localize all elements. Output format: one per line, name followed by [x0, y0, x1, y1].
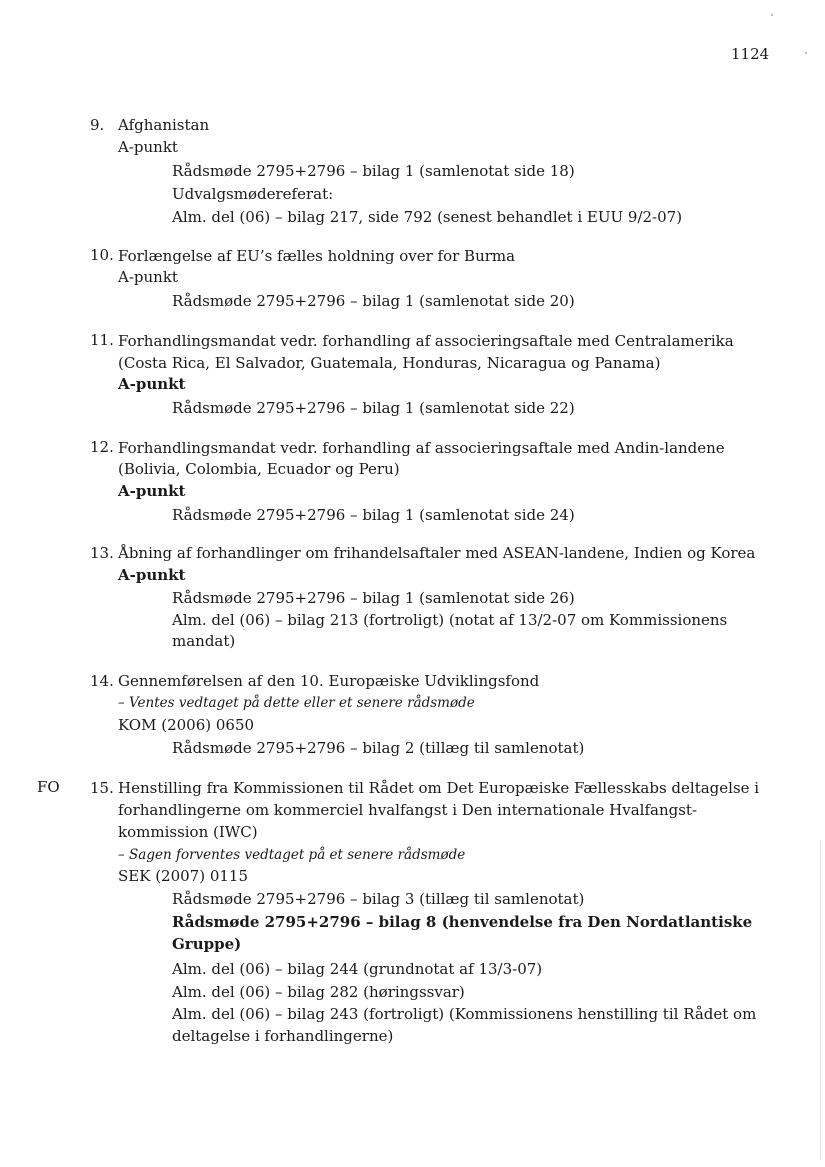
- item-number: 15.: [90, 779, 114, 797]
- item-number: 13.: [90, 544, 114, 562]
- item-line-status: – Sagen forventes vedtaget på et senere rådsmøde: [118, 847, 466, 863]
- item-line-a-punkt: A-punkt: [118, 375, 186, 393]
- item-line: Rådsmøde 2795+2796 – bilag 3 (tillæg til samlenotat): [172, 890, 585, 908]
- item-line: Alm. del (06) – bilag 282 (høringssvar): [172, 983, 465, 1001]
- item-number: 9.: [90, 116, 105, 134]
- margin-label: FO: [37, 778, 60, 796]
- item-line-bold: Rådsmøde 2795+2796 – bilag 8 (henvendelse fra Den Nordatlantiske: [172, 913, 753, 931]
- item-number: 10.: [90, 246, 114, 264]
- item-line: Alm. del (06) – bilag 217, side 792 (senest behandlet i EUU 9/2-07): [172, 208, 683, 226]
- item-line: (Costa Rica, El Salvador, Guatemala, Honduras, Nicaragua og Panama): [118, 354, 661, 372]
- item-line: kommission (IWC): [118, 823, 258, 841]
- scan-speck: [805, 52, 807, 54]
- item-number: 11.: [90, 331, 114, 349]
- item-line: Alm. del (06) – bilag 244 (grundnotat af 13/3-07): [172, 960, 543, 978]
- item-line-status: – Ventes vedtaget på dette eller et senere rådsmøde: [118, 695, 475, 711]
- item-line: mandat): [172, 632, 236, 650]
- item-title: Forlængelse af EU’s fælles holdning over for Burma: [118, 247, 516, 265]
- item-line: KOM (2006) 0650: [118, 716, 255, 734]
- item-line: Alm. del (06) – bilag 213 (fortroligt) (notat af 13/2-07 om Kommissionens: [172, 611, 728, 629]
- item-line: A-punkt: [118, 138, 178, 156]
- item-line: Rådsmøde 2795+2796 – bilag 1 (samlenotat side 24): [172, 506, 575, 524]
- item-title: Forhandlingsmandat vedr. forhandling af associeringsaftale med Andin-landene: [118, 439, 725, 457]
- item-title: Gennemførelsen af den 10. Europæiske Udviklingsfond: [118, 672, 540, 690]
- item-title: Åbning af forhandlinger om frihandelsaftaler med ASEAN-landene, Indien og Korea: [118, 544, 756, 562]
- item-title: Forhandlingsmandat vedr. forhandling af associeringsaftale med Centralamerika: [118, 332, 734, 350]
- item-line: SEK (2007) 0115: [118, 867, 249, 885]
- item-line-a-punkt: A-punkt: [118, 566, 186, 584]
- page-number: 1124: [731, 45, 770, 63]
- item-line: Alm. del (06) – bilag 243 (fortroligt) (Kommissionens henstilling til Rådet om: [172, 1005, 757, 1023]
- item-line: Rådsmøde 2795+2796 – bilag 1 (samlenotat side 26): [172, 589, 575, 607]
- item-title: Afghanistan: [118, 116, 210, 134]
- item-number: 12.: [90, 438, 114, 456]
- item-line: (Bolivia, Colombia, Ecuador og Peru): [118, 460, 400, 478]
- item-line: Rådsmøde 2795+2796 – bilag 1 (samlenotat side 18): [172, 162, 575, 180]
- scan-speck: [771, 14, 773, 16]
- item-line: Rådsmøde 2795+2796 – bilag 1 (samlenotat side 20): [172, 292, 575, 310]
- item-line: Rådsmøde 2795+2796 – bilag 1 (samlenotat side 22): [172, 399, 575, 417]
- item-line: forhandlingerne om kommerciel hvalfangst i Den internationale Hvalfangst-: [118, 801, 698, 819]
- item-line: Rådsmøde 2795+2796 – bilag 2 (tillæg til samlenotat): [172, 739, 585, 757]
- item-title: Henstilling fra Kommissionen til Rådet om Det Europæiske Fællesskabs deltagelse i: [118, 779, 760, 797]
- item-line: Udvalgsmødereferat:: [172, 185, 334, 203]
- scan-edge-line: [820, 840, 821, 1160]
- item-line-a-punkt: A-punkt: [118, 482, 186, 500]
- item-line: deltagelse i forhandlingerne): [172, 1027, 394, 1045]
- item-line: A-punkt: [118, 268, 178, 286]
- item-line-bold: Gruppe): [172, 935, 242, 953]
- item-number: 14.: [90, 672, 114, 690]
